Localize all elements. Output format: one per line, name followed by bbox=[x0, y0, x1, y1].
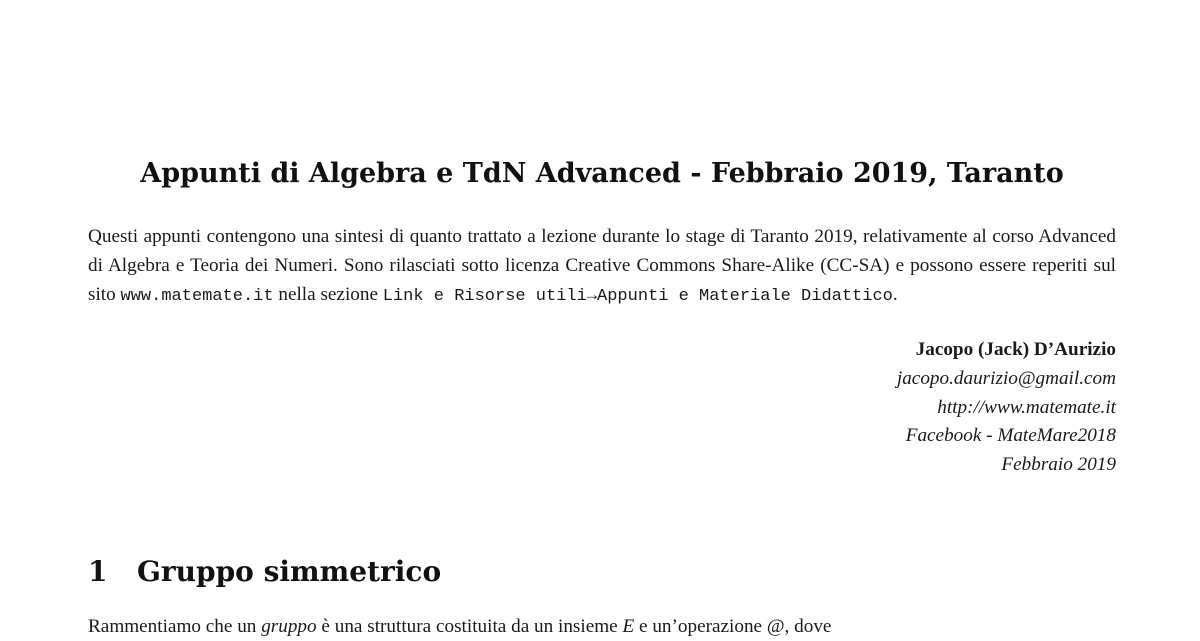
section-number: 1 bbox=[88, 555, 108, 588]
author-name: Jacopo (Jack) D’Aurizio bbox=[915, 339, 1116, 360]
body-text-1: Rammentiamo che un bbox=[88, 616, 262, 637]
body-paragraph bbox=[88, 612, 831, 641]
author-facebook: Facebook - MateMare2018 bbox=[905, 425, 1116, 447]
body-text-3: e un’operazione @, dove bbox=[634, 616, 832, 637]
site-reference: www.matemate.it bbox=[120, 287, 274, 306]
intro-text-2: nella sezione bbox=[273, 284, 383, 305]
document-page bbox=[88, 0, 1116, 637]
body-emphasis: gruppo bbox=[261, 616, 317, 637]
body-text-2: è una struttura costituita da un insieme bbox=[316, 616, 623, 637]
author-block bbox=[897, 336, 1116, 480]
intro-text-1: Questi appunti contengono una sintesi di quanto trattato a lezione durante lo stage di Taranto 2019, relativamente al corso Advanced di Algebra e Teoria dei Numeri. Sono rilasciati sotto licenza Creative Commons Share-Alike (CC-SA) e possono essere reperiti sul sito bbox=[88, 226, 1116, 305]
section-heading bbox=[88, 555, 441, 588]
body-set-symbol: E bbox=[622, 616, 635, 637]
author-website: http://www.matemate.it bbox=[937, 396, 1116, 418]
author-email: jacopo.daurizio@gmail.com bbox=[896, 367, 1116, 389]
intro-text-3: . bbox=[892, 284, 898, 305]
section-title: Gruppo simmetrico bbox=[137, 555, 442, 588]
document-title: Appunti di Algebra e TdN Advanced - Febbraio 2019, Taranto bbox=[140, 158, 1064, 189]
author-date: Febbraio 2019 bbox=[1001, 454, 1116, 476]
intro-paragraph bbox=[88, 222, 1116, 311]
section-path: Link e Risorse utili→Appunti e Materiale Didattico bbox=[382, 287, 893, 306]
